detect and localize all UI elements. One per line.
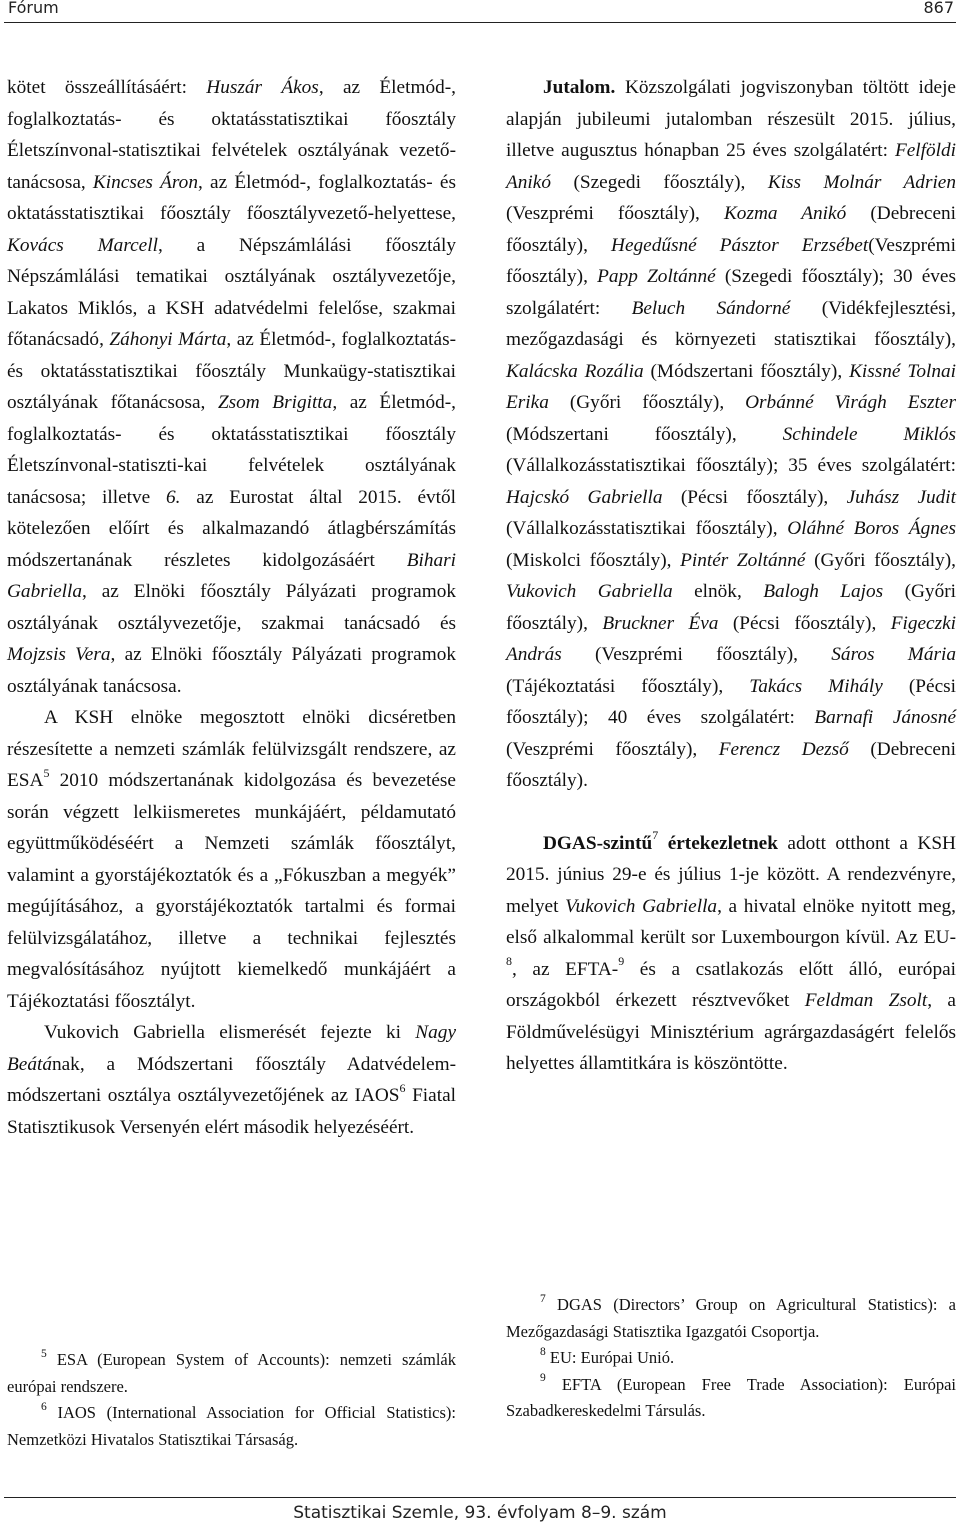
header-rule bbox=[4, 22, 956, 23]
left-paragraph-2: A KSH elnöke megosztott elnöki dicséretben részesítette a nemzeti számlák felülvizsgált rendszere, az ESA$^5$ 2010 módszertanának kidolgozása és bevezetése során végzett lelkiismeretes munkájáért, példamutató együttműködéséért a Nemzeti számlák főosztályt, valamint a gyorstájékoztatók és a „Fókuszban a megyék” megújításához, a gyorstájékoztatók tartalmi és formai felülvizsgálatához, illetve a technikai fejlesztés megvalósításához nyújtott kiemelkedő munkájáért a Tájékoztatási főosztályt. bbox=[7, 707, 456, 1012]
footnote-ref-6: 6 bbox=[399, 1080, 406, 1095]
right-footnotes bbox=[506, 1292, 956, 1425]
right-column bbox=[506, 72, 956, 1080]
paragraph-gap bbox=[506, 797, 956, 828]
page-number: 867 bbox=[923, 0, 954, 17]
left-paragraph-1: kötet összeállításáért: Huszár Ákos, az Életmód-, foglalkoztatás- és oktatásstatisztikai főosztály Életszínvonal-statisztikai felvételek osztályának vezető-tanácsosa, Kincses Áron, az Életmód-, foglalkoztatás- és oktatásstatisztikai főosztály főosztályvezető-helyettese, Kovács Marcell, a Népszámlálási főosztály Népszámlálási tematikai osztályának osztályvezetője, Lakatos Miklós, a KSH adatvédelmi felelőse, szakmai főtanácsadó, Záhonyi Márta, az Életmód-, foglalkoztatás- és oktatásstatisztikai főosztály Munkaügy-statisztikai osztályának főtanácsosa, Zsom Brigitta, az Életmód-, foglalkoztatás- és oktatásstatisztikai főosztály Életszínvonal-statiszti-kai felvételek osztályának tanácsosa; illetve 6. az Eurostat által 2015. évtől kötelezően előírt és alkalmazandó átlagbérszámítás módszertanának részletes kidolgozásáért Bihari Gabriella, az Elnöki főosztály Pályázati programok osztályának osztályvezetője, szakmai tanácsadó és Mojzsis Vera, az Elnöki főosztály Pályázati programok osztályának tanácsosa. bbox=[7, 77, 456, 697]
footnote-ref-5: 5 bbox=[43, 765, 50, 780]
footnote-9: $^9$ EFTA (European Free Trade Association): Európai Szabadkereskedelmi Társulás. bbox=[506, 1372, 957, 1420]
running-header bbox=[0, 0, 960, 22]
journal-citation: Statisztikai Szemle, 93. évfolyam 8–9. szám bbox=[293, 1503, 667, 1523]
left-column bbox=[7, 72, 456, 1143]
left-paragraph-3: Vukovich Gabriella elismerését fejezte ki Nagy Beátának, a Módszertani főosztály Adatvédelem-módszertani osztálya osztályvezetőjének az IAOS$^6$ Fiatal Statisztikusok Versenyén elért második helyezéséért. bbox=[7, 1022, 456, 1138]
left-footnotes bbox=[7, 1347, 456, 1453]
footnote-7: $^7$ DGAS (Directors’ Group on Agricultural Statistics): a Mezőgazdasági Statisztika Igazgatói Csoportja. bbox=[506, 1292, 956, 1341]
footnote-6: $^6$ IAOS (International Association for Official Statistics): Nemzetközi Hivatalos Statisztikai Társaság. bbox=[7, 1400, 457, 1449]
footnote-5: $^5$ ESA (European System of Accounts): nemzeti számlák európai rendszere. bbox=[7, 1347, 456, 1396]
footnote-ref-7: 7 bbox=[652, 828, 659, 843]
section-title: Fórum bbox=[8, 0, 59, 17]
footer-rule bbox=[4, 1497, 956, 1498]
running-footer bbox=[0, 1497, 960, 1529]
footnote-ref-8: 8 bbox=[506, 954, 512, 969]
footnote-ref-9: 9 bbox=[618, 954, 625, 969]
footnote-8: $^8$ EU: Európai Unió. bbox=[540, 1345, 675, 1367]
right-paragraph-1: Jutalom. Közszolgálati jogviszonyban töltött ideje alapján jubileumi jutalomban részesült 2015. július, illetve augusztus hónapban 25 éves szolgálatért: Felföldi Anikó (Szegedi főosztály), Kiss Molnár Adrien (Veszprémi főosztály), Kozma Anikó (Debreceni főosztály), Hegedűsné Pásztor Erzsébet(Veszprémi főosztály), Papp Zoltánné (Szegedi főosztály); 30 éves szolgálatért: Beluch Sándorné (Vidékfejlesztési, mezőgazdasági és környezeti statisztikai főosztály), Kalácska Rozália (Módszertani főosztály), Kissné Tolnai Erika (Győri főosztály), Orbánné Virágh Eszter (Módszertani főosztály), Schindele Miklós (Vállalkozásstatisztikai főosztály); 35 éves szolgálatért: Hajcskó Gabriella (Pécsi főosztály), Juhász Judit (Vállalkozásstatisztikai főosztály), Oláhné Boros Ágnes (Miskolci főosztály), Pintér Zoltánné (Győri főosztály), Vukovich Gabriella elnök, Balogh Lajos (Győri főosztály), Bruckner Éva (Pécsi főosztály), Figeczki András (Veszprémi főosztály), Sáros Mária (Tájékoztatási főosztály), Takács Mihály (Pécsi főosztály); 40 éves szolgálatért: Barnafi Jánosné (Veszprémi főosztály), Ferencz Dezső (Debreceni főosztály). bbox=[506, 77, 957, 791]
right-paragraph-2: DGAS-szintű$^7$ értekezletnek adott otthont a KSH 2015. június 29-e és július 1-je között. A rendezvényre, melyet Vukovich Gabriella, a hivatal elnöke nyitott meg, első alkalommal került sor Luxembourgon kívül. Az EU-$^8$, az EFTA-$^9$ és a csatlakozás előtt álló, európai országokból érkezett résztvevőket Feldman Zsolt, a Földművelésügyi Minisztérium agrárgazdaságért felelős helyettes államtitkára is köszöntötte. bbox=[506, 828, 957, 1074]
jutalom-heading: Jutalom. bbox=[543, 77, 616, 98]
dgas-heading: DGAS-szintű bbox=[543, 832, 653, 854]
